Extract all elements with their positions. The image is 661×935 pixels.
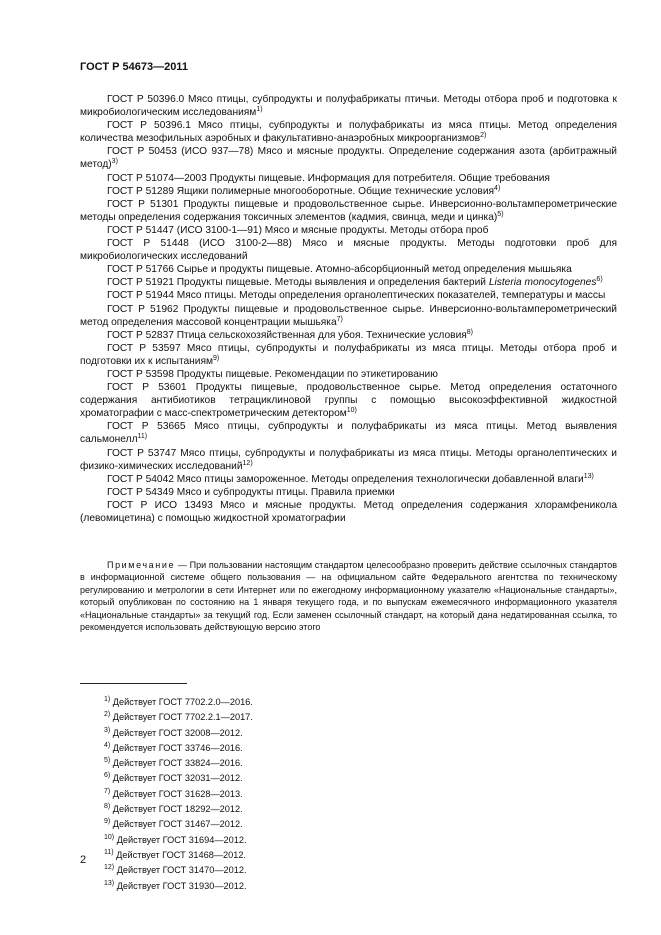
note-text: — При пользовании настоящим стандартом целесообразно проверить действие ссылочных стандартов в информационной системе общего пользования — на официальном сайте Федерального агентства по техническому регулированию и метрологии в сети Интернет или по ежегодному информационному указателю «Национальные стандарты», который опубликован по состоянию на 1 января текущего года, и по выпускам ежемесячного информационного указателя «Национальные стандарты» за текущий год. Если заменен ссылочный стандарт, на который дана недатированная ссылка, то рекомендуется использовать действующую версию этого — [80, 560, 617, 633]
footnote: $^{3)}$ Действует ГОСТ 32008—2012. — [104, 726, 243, 738]
reference-item: ГОСТ Р 50396.0 Мясо птицы, субпродукты и полуфабрикаты птичьи. Методы отбора проб и подготовка к микробиологическим исследованиям$^{1)}$ — [80, 94, 617, 119]
footnote: $^{6)}$ Действует ГОСТ 32031—2012. — [104, 772, 243, 784]
reference-item: ГОСТ Р 53747 Мясо птицы, субпродукты и полуфабрикаты из мяса птицы. Методы органолептических и физико-химических исследований$^{12)}$ — [80, 447, 617, 472]
reference-item: ГОСТ Р 51962 Продукты пищевые и продовольственное сырье. Инверсионно-вольтамперометрический метод определения массовой концентрации мышьяка$^{7)}$ — [80, 303, 617, 328]
footnote: $^{11)}$ Действует ГОСТ 31468—2012. — [104, 848, 246, 860]
footnote: $^{2)}$ Действует ГОСТ 7702.2.1—2017. — [104, 711, 253, 723]
note-paragraph — [80, 559, 617, 633]
footnote: $^{1)}$ Действует ГОСТ 7702.2.0—2016. — [104, 696, 253, 707]
page-number: 2 — [80, 854, 87, 866]
reference-item: ГОСТ Р 51448 (ИСО 3100-2—88) Мясо и мясные продукты. Методы подготовки проб для микробиологических исследований — [80, 238, 617, 263]
reference-item: ГОСТ Р 50453 (ИСО 937—78) Мясо и мясные продукты. Определение содержания азота (арбитражный метод)$^{3)}$ — [80, 146, 617, 171]
reference-item: ГОСТ Р 51447 (ИСО 3100-1—91) Мясо и мясные продукты. Методы отбора проб — [107, 224, 489, 236]
normative-references — [80, 93, 617, 525]
reference-item: ГОСТ Р 51074—2003 Продукты пищевые. Информация для потребителя. Общие требования — [107, 172, 550, 184]
reference-item: ГОСТ Р 51289 Ящики полимерные многооборотные. Общие технические условия$^{4)}$ — [107, 184, 501, 197]
reference-item: ГОСТ Р 53598 Продукты пищевые. Рекомендации по этикетированию — [107, 368, 438, 380]
note-label: Примечание — [107, 560, 176, 570]
reference-item: ГОСТ Р 50396.1 Мясо птицы, субпродукты и полуфабрикаты из мяса птицы. Метод определения количества мезофильных аэробных и факультативно-анаэробных микроорганизмов$^{2)}$ — [80, 120, 617, 145]
footnote: $^{13)}$ Действует ГОСТ 31930—2012. — [104, 879, 247, 891]
reference-item: ГОСТ Р 52837 Птица сельскохозяйственная для убоя. Технические условия$^{8)}$ — [107, 328, 474, 341]
footnote-separator — [80, 683, 187, 684]
footnote: $^{10)}$ Действует ГОСТ 31694—2012. — [104, 833, 247, 845]
reference-item: ГОСТ Р 53665 Мясо птицы, субпродукты и полуфабрикаты из мяса птицы. Метод выявления сальмонелл$^{11)}$ — [80, 421, 617, 446]
footnote: $^{4)}$ Действует ГОСТ 33746—2016. — [104, 741, 243, 753]
footnote: $^{5)}$ Действует ГОСТ 33824—2016. — [104, 757, 243, 769]
page-header: ГОСТ Р 54673—2011 — [80, 61, 188, 73]
footnotes — [104, 695, 253, 894]
reference-item: ГОСТ Р 54042 Мясо птицы замороженное. Методы определения технологически добавленной влаги$^{13)}$ — [107, 472, 594, 485]
footnote: $^{9)}$ Действует ГОСТ 31467—2012. — [104, 818, 243, 830]
footnote: $^{7)}$ Действует ГОСТ 31628—2013. — [104, 787, 243, 799]
reference-item: ГОСТ Р ИСО 13493 Мясо и мясные продукты. Метод определения содержания хлорамфеникола (левомицетина) с помощью жидкостной хроматографии — [80, 499, 617, 524]
reference-item: ГОСТ Р 54349 Мясо и субпродукты птицы. Правила приемки — [107, 486, 395, 498]
reference-item: ГОСТ Р 53597 Мясо птицы, субпродукты и полуфабрикаты из мяса птицы. Методы отбора проб и подготовки их к испытаниям$^{9)}$ — [80, 342, 617, 367]
reference-item: ГОСТ Р 51301 Продукты пищевые и продовольственное сырье. Инверсионно-вольтамперометрические методы определения содержания токсичных элементов (кадмия, свинца, меди и цинка)$^{5)}$ — [80, 198, 617, 223]
footnote: $^{12)}$ Действует ГОСТ 31470—2012. — [104, 864, 247, 876]
reference-item: ГОСТ Р 53601 Продукты пищевые, продовольственное сырье. Метод определения остаточного содержания антибиотиков тетрациклиновой группы с помощью высокоэффективной жидкостной хроматографии с масс-спектрометрическим детектором$^{10)}$ — [80, 382, 617, 420]
reference-item: ГОСТ Р 51944 Мясо птицы. Методы определения органолептических показателей, температуры и массы — [107, 290, 606, 302]
reference-item: ГОСТ Р 51921 Продукты пищевые. Методы выявления и определения бактерий Listeria monocytogenes$^{6)}$ — [107, 276, 603, 289]
footnote: $^{8)}$ Действует ГОСТ 18292—2012. — [104, 803, 243, 815]
reference-item: ГОСТ Р 51766 Сырье и продукты пищевые. Атомно-абсорбционный метод определения мышьяка — [107, 264, 572, 276]
